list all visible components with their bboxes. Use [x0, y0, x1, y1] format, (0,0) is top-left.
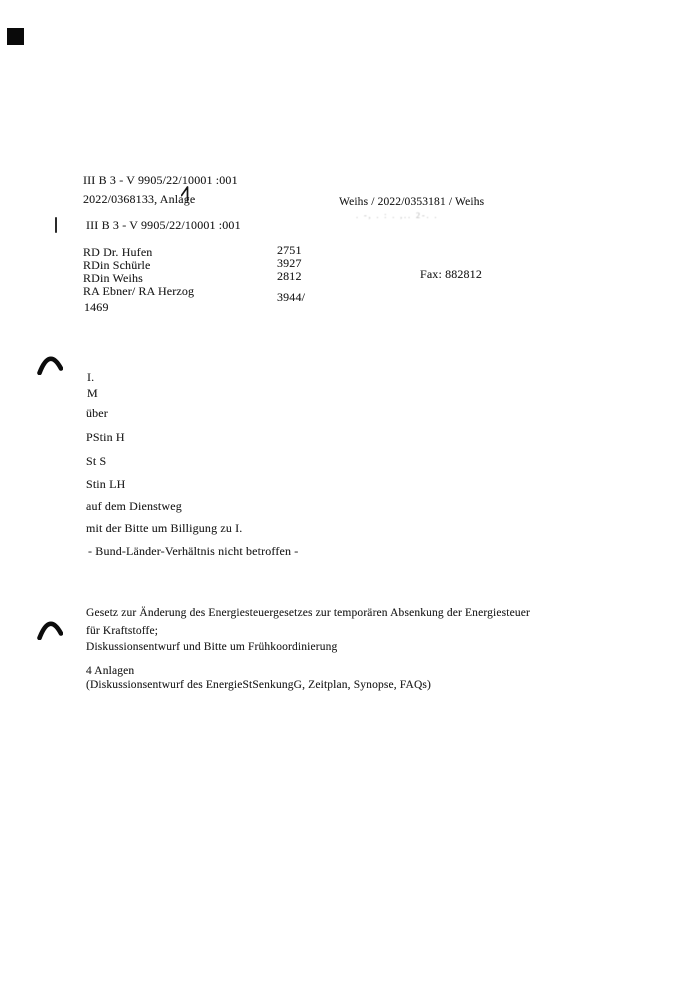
margin-tick-mark	[55, 217, 57, 233]
contact-name: RDin Schürle	[83, 258, 151, 272]
file-reference-line-1: III B 3 - V 9905/22/10001 :001	[83, 173, 238, 187]
file-reference-repeat: III B 3 - V 9905/22/10001 :001	[86, 218, 241, 232]
file-reference-line-2: 2022/0368133, Anlage	[83, 192, 196, 206]
phone-extension: 2751	[277, 243, 302, 257]
contact-name: RDin Weihs	[83, 271, 143, 285]
routing-line: über	[86, 406, 108, 420]
routing-line: I.	[87, 370, 95, 384]
subject-line-1: Gesetz zur Änderung des Energiesteuergesetzes zur temporären Absenkung der Energiesteuer	[86, 607, 530, 619]
routing-line: PStin H	[86, 430, 125, 444]
handwritten-arc-mark-bottom	[37, 619, 63, 640]
phone-extension: 2812	[277, 269, 302, 283]
phone-extension: 3927	[277, 256, 302, 270]
handwritten-arc-mark-top	[37, 354, 63, 375]
contact-name: RA Ebner/ RA Herzog	[83, 284, 195, 298]
scan-corner-artifact	[7, 28, 24, 45]
subject-line-2: für Kraftstoffe;	[86, 625, 159, 637]
attachments-detail: (Diskussionsentwurf des EnergieStSenkungG, Zeitplan, Synopse, FAQs)	[86, 679, 432, 691]
routing-line: St S	[86, 454, 107, 468]
handwritten-annex-number-icon	[181, 186, 191, 202]
routing-line: M	[87, 386, 98, 400]
routing-line: - Bund-Länder-Verhältnis nicht betroffen -	[88, 544, 299, 558]
routing-line: auf dem Dienstweg	[86, 499, 182, 513]
routing-line: Stin LH	[86, 477, 126, 491]
author-reference: Weihs / 2022/0353181 / Weihs	[339, 196, 485, 208]
room-code: 1469	[84, 300, 109, 314]
phone-extension-extra: 3944/	[277, 290, 306, 304]
faded-text-remnant: . -, . : . ,.. 2-. .	[356, 210, 439, 220]
attachments-count: 4 Anlagen	[86, 665, 135, 677]
fax-number: Fax: 882812	[420, 267, 482, 281]
subject-line-3: Diskussionsentwurf und Bitte um Frühkoordinierung	[86, 641, 338, 653]
routing-line: mit der Bitte um Billigung zu I.	[86, 521, 243, 535]
contact-name: RD Dr. Hufen	[83, 245, 153, 259]
